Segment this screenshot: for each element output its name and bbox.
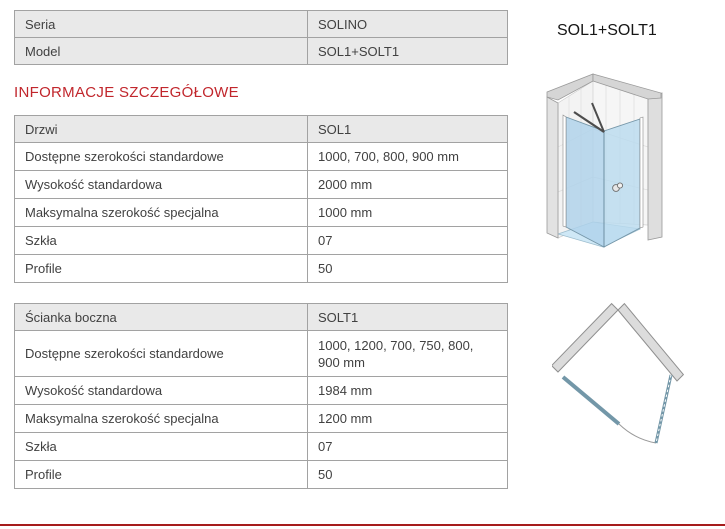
row-label: Dostępne szerokości standardowe bbox=[15, 331, 308, 377]
row-value: 07 bbox=[308, 433, 508, 461]
left-profile bbox=[563, 115, 566, 227]
table-row bbox=[15, 331, 508, 377]
door-glass bbox=[604, 119, 640, 247]
row-value: 1000, 700, 800, 900 mm bbox=[308, 143, 508, 171]
table-header-row bbox=[15, 304, 508, 331]
row-label: Szkła bbox=[15, 433, 308, 461]
row-value: 1200 mm bbox=[308, 405, 508, 433]
row-label: Profile bbox=[15, 255, 308, 283]
row-value: 2000 mm bbox=[308, 171, 508, 199]
row-label: Wysokość standardowa bbox=[15, 171, 308, 199]
row-label: Szkła bbox=[15, 227, 308, 255]
table-row bbox=[15, 199, 508, 227]
bottom-divider-rule bbox=[0, 524, 725, 526]
row-value: 07 bbox=[308, 227, 508, 255]
top-view-right-wall bbox=[618, 304, 683, 381]
row-value: 50 bbox=[308, 255, 508, 283]
product-3d-diagram bbox=[540, 62, 705, 277]
door-header-label: Drzwi bbox=[15, 116, 308, 143]
row-value: 50 bbox=[308, 461, 508, 489]
top-view-left-wall bbox=[552, 304, 618, 372]
top-view-side-panel bbox=[563, 377, 619, 424]
door-spec-table bbox=[14, 115, 508, 283]
left-wall-front-face bbox=[547, 97, 558, 238]
model-value: SOL1+SOLT1 bbox=[308, 38, 508, 65]
side-header-value: SOLT1 bbox=[308, 304, 508, 331]
table-row bbox=[15, 433, 508, 461]
series-model-table bbox=[14, 10, 508, 65]
side-panel-spec-table bbox=[14, 303, 508, 489]
row-label: Maksymalna szerokość specjalna bbox=[15, 199, 308, 227]
door-header-value: SOL1 bbox=[308, 116, 508, 143]
door-handle-knob-cap bbox=[617, 183, 622, 188]
right-profile bbox=[640, 117, 643, 228]
section-heading: INFORMACJE SZCZEGÓŁOWE bbox=[14, 84, 239, 101]
table-row bbox=[15, 255, 508, 283]
row-label: Wysokość standardowa bbox=[15, 377, 308, 405]
side-header-label: Ścianka boczna bbox=[15, 304, 308, 331]
table-header-row bbox=[15, 116, 508, 143]
table-row bbox=[15, 461, 508, 489]
table-row bbox=[15, 377, 508, 405]
table-row bbox=[15, 227, 508, 255]
side-panel-glass bbox=[566, 117, 604, 247]
table-row bbox=[15, 171, 508, 199]
row-label: Dostępne szerokości standardowe bbox=[15, 143, 308, 171]
table-row bbox=[15, 405, 508, 433]
product-title: SOL1+SOLT1 bbox=[557, 22, 657, 39]
table-row bbox=[15, 11, 508, 38]
series-value: SOLINO bbox=[308, 11, 508, 38]
row-value: 1000, 1200, 700, 750, 800, 900 mm bbox=[308, 331, 508, 377]
series-label: Seria bbox=[15, 11, 308, 38]
row-value: 1000 mm bbox=[308, 199, 508, 227]
row-label: Profile bbox=[15, 461, 308, 489]
row-value: 1984 mm bbox=[308, 377, 508, 405]
model-label: Model bbox=[15, 38, 308, 65]
row-label: Maksymalna szerokość specjalna bbox=[15, 405, 308, 433]
table-row bbox=[15, 143, 508, 171]
right-wall-front-face bbox=[648, 93, 662, 240]
table-row bbox=[15, 38, 508, 65]
door-swing-arc bbox=[619, 424, 656, 443]
product-top-view-diagram bbox=[552, 293, 697, 483]
